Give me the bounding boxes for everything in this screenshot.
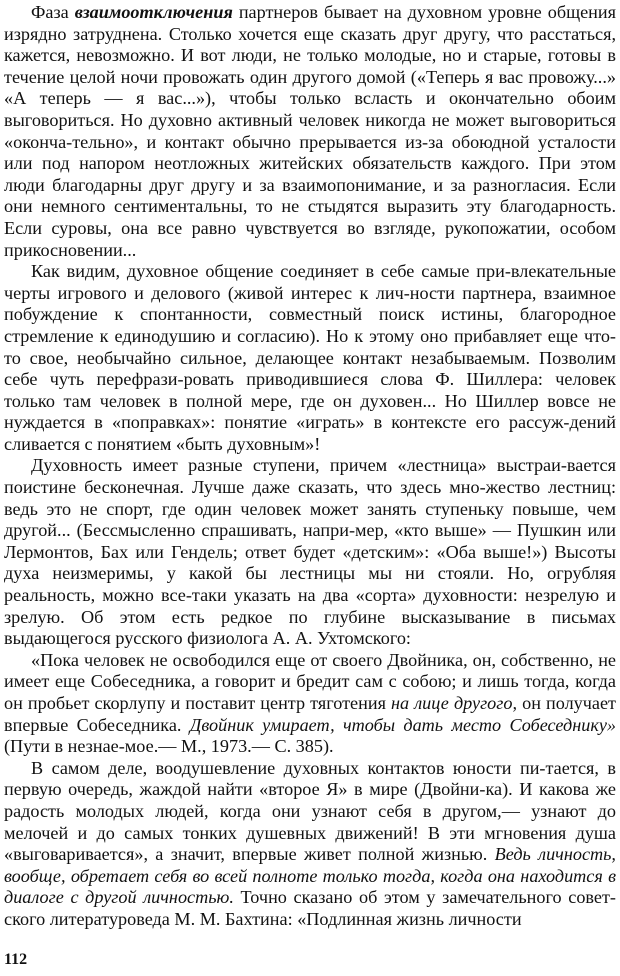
text-run: Точно сказано об этом у замечательного совет-ского литературоведа М. М. Бахтина: «Подлинная жизнь личности <box>4 887 616 929</box>
text-run: «Пока человек не освободился еще от своего Двойника, он, собственно, не имеет еще Собеседника, а говорит и бредит сам с собою; и лишь тогда, когда он пробьет скорлупу и поставит центр тяготения <box>4 649 616 713</box>
bold-italic-term: взаимоотключения <box>74 2 233 22</box>
text-run: Как видим, духовное общение соединяет в себе самые при-влекательные черты игрового и делового (живой интерес к лич-ности партнера, взаимное побуждение к спонтанности, совместный поиск истины, благородное стремление к единодушию и согласию). Но к этому оно прибавляет еще что-то свое, необычайно сильное, делающее контакт незабываемым. Позволим себе чуть перефрази-ровать приводившиеся слова Ф. Шиллера: человек только там человек в полной мере, где он духовен... Но Шиллер вовсе не нуждается в «поправках»: понятие «играть» в контексте его рассуж-дений сливается с понятием «быть духовным»! <box>4 261 616 454</box>
paragraph-3 <box>4 455 616 649</box>
italic-emphasis: Двойник умирает, чтобы дать место Собеседнику» <box>189 714 616 735</box>
italic-emphasis: Ведь личность, вообще, обретает себя во всей полноте только тогда, когда она находится в диалоге с другой личностью. <box>4 844 616 908</box>
page-body <box>4 2 616 931</box>
quote-ukhtomsky <box>4 650 616 758</box>
page-number: 112 <box>4 951 28 968</box>
text-run: он получает впервые Собеседника. <box>4 693 617 735</box>
paragraph-2 <box>4 261 616 455</box>
paragraph-1 <box>4 2 616 261</box>
text-run: В самом деле, воодушевление духовных контактов юности пи-тается, в первую очередь, жаждой найти «второе Я» в мире (Двойни-ка). И какова же радость молодых людей, когда они узнают себя в другом,— узнают до мелочей и до самых тонких душевных движений! В эти мгновения душа «выговаривается», а значит, впервые живет полной жизнью. <box>4 757 616 865</box>
text-run: Фаза <box>31 2 75 22</box>
paragraph-5 <box>4 758 616 931</box>
italic-emphasis: на лице другого, <box>391 693 518 713</box>
text-run: (Пути в незнае-мое.— М., 1973.— С. 385). <box>4 736 334 757</box>
text-run: партнеров бывает на духовном уровне общения изрядно затруднена. Столько хочется еще сказать друг другу, что расстаться, кажется, невозможно. И вот люди, не только молодые, но и старые, готовы в течение целой ночи провожать один другого домой («Теперь я вас провожу...» «А теперь — я вас...»), чтобы только всласть и окончательно обоим выговориться. Но духовно активный человек никогда не может выговориться «оконча-тельно», и контакт обычно прерывается из-за обоюдной усталости или под напором неотложных житейских обязательств каждого. При этом люди благодарны друг другу и за взаимопонимание, и за разногласия. Если они немного сентиментальны, то не стыдятся выразить эту благодарность. Если суровы, она все равно чувствуется во взгляде, рукопожатии, особом прикосновении... <box>4 2 616 260</box>
text-run: Духовность имеет разные ступени, причем «лестница» выстраи-вается поистине бесконечная. Лучше даже сказать, что здесь мно-жество лестниц: ведь это не спорт, где один человек может занять ступеньку повыше, чем другой... (Бессмысленно спрашивать, напри-мер, «кто выше» — Пушкин или Лермонтов, Бах или Гендель; ответ будет «детским»: «Оба выше!») Высоты духа неизмеримы, у какой бы лестницы мы ни стояли. Но, огрубляя реальность, можно все-таки указать на два «сорта» духовности: незрелую и зрелую. Об этом есть редкое по глубине высказывание в письмах выдающегося русского физиолога А. А. Ухтомского: <box>4 455 616 649</box>
